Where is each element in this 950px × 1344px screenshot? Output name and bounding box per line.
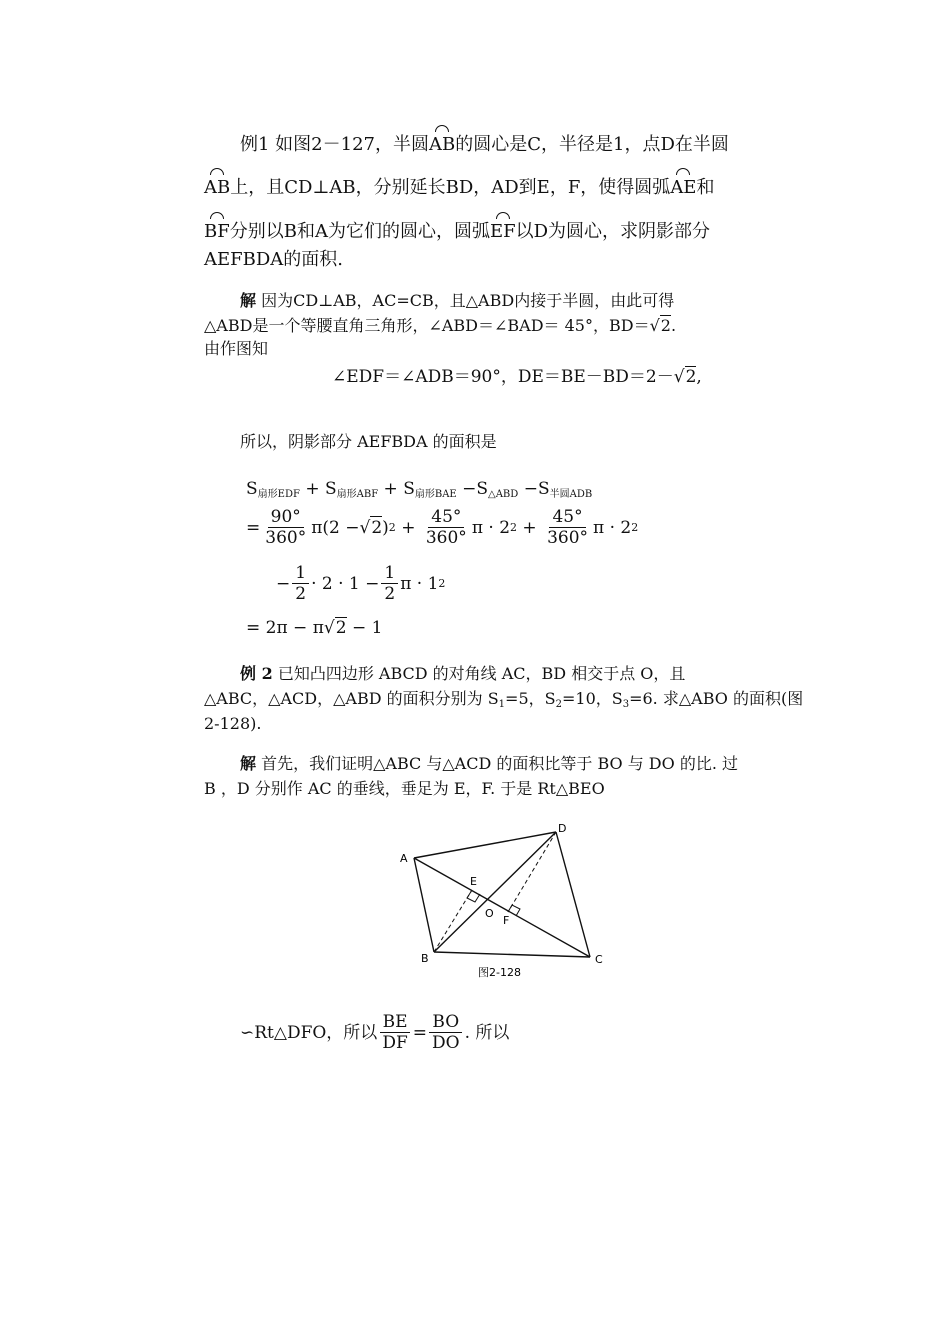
sol1-text: 因为CD⊥AB，AC=CB，且△ABD内接于半圆，由此可得	[261, 291, 675, 310]
ex2-text: =10，S	[561, 689, 623, 708]
ex1-text: 上，且CD⊥AB，分别延长BD，AD到E，F，使得圆弧	[230, 177, 671, 198]
sol2-line-1	[240, 754, 738, 774]
edge-cb	[434, 952, 590, 957]
fraction	[379, 1012, 410, 1053]
denominator: 2	[384, 584, 396, 604]
edge-ad	[414, 832, 556, 858]
sol2-line-2: B ，D 分别作 AC 的垂线，垂足为 E，F. 于是 Rt△BEO	[204, 779, 605, 798]
arc-ab-label: AB	[428, 134, 456, 155]
sqrt-value: 2	[685, 367, 697, 387]
subscript: 3	[622, 699, 630, 710]
formula-subscript: 扇形ABF	[336, 489, 379, 500]
formula-term: −S	[456, 479, 489, 499]
label-d: D	[558, 822, 567, 835]
diagonal-bd	[434, 832, 556, 952]
sqrt-value: 2	[335, 618, 347, 638]
denominator: DF	[382, 1033, 408, 1053]
ex2-text: =5，S	[505, 689, 556, 708]
formula-superscript: 2	[438, 576, 446, 590]
ex1-text: 例1 如图2－127，半圆	[240, 134, 429, 155]
denominator: DO	[432, 1033, 460, 1053]
ex1-line-4: AEFBDA的面积.	[204, 249, 344, 270]
final-eq: =	[412, 1022, 427, 1043]
sol1-equation: ∠EDF＝∠ADB＝90°，DE＝BE－BD＝2－√2,	[332, 367, 702, 387]
quadrilateral-figure	[390, 820, 620, 980]
formula-term: + S	[378, 479, 415, 499]
ex2-text: 已知凸四边形 ABCD 的对角线 AC，BD 相交于点 O，且	[277, 664, 686, 683]
ex1-text: 以D为圆心，求阴影部分	[515, 221, 711, 242]
formula-eq: =	[246, 517, 261, 538]
numerator: BO	[429, 1012, 462, 1033]
formula-line-4: = 2π − π√2 − 1	[246, 618, 383, 638]
final-text: ∽Rt△DFO，所以	[240, 1022, 378, 1043]
formula-term: = 2π − π	[246, 618, 324, 638]
formula-term: S	[246, 479, 258, 499]
sol2-text: 首先，我们证明△ABC 与△ACD 的面积比等于 BO 与 DO 的比. 过	[261, 754, 739, 773]
subscript: 1	[498, 699, 506, 710]
fraction	[544, 507, 591, 548]
numerator: 90°	[268, 507, 304, 528]
formula-superscript: 2	[510, 520, 518, 534]
arc-ef-label: EF	[489, 221, 516, 242]
ex1-line-2	[204, 177, 714, 199]
arc-ae-label: AE	[670, 177, 697, 198]
denominator: 360°	[547, 528, 589, 548]
edge-ba	[414, 858, 434, 952]
formula-term: +	[517, 517, 543, 538]
arc-bf-label: BF	[204, 221, 230, 242]
formula-subscript: △ABD	[488, 489, 519, 500]
ex2-text: =6. 求△ABO 的面积(图	[629, 689, 804, 708]
fraction	[292, 563, 309, 604]
formula-term: −S	[518, 479, 550, 499]
ex1-line-3	[204, 221, 710, 243]
sqrt-value: 2	[371, 518, 383, 538]
formula-term: π · 2	[593, 517, 632, 538]
sqrt-value: 2	[660, 316, 671, 335]
formula-subscript: 扇形EDF	[257, 489, 300, 500]
sol1-line-1	[240, 291, 674, 311]
formula-term: · 2 · 1 −	[311, 573, 380, 594]
fraction	[429, 1012, 463, 1053]
edge-dc	[556, 832, 590, 957]
ex1-text: 分别以B和A为它们的圆心，圆弧	[229, 221, 490, 242]
final-text: . 所以	[464, 1022, 510, 1043]
denominator: 360°	[425, 528, 467, 548]
label-o: O	[485, 907, 494, 920]
formula-subscript: 扇形BAE	[414, 489, 457, 500]
formula-term: +	[395, 517, 421, 538]
numerator: 1	[381, 563, 398, 584]
formula-line-2: = $\frac{90^\circ}{360^\circ}$ π(2 − √ 2 ) 2 + $\frac{45^\circ}{360^\circ}$ π · 2 2 + $\frac{45^\circ}{360^\circ}$ π · 2 2	[246, 507, 639, 548]
formula-term: π · 1	[400, 573, 439, 594]
sol1-text: .	[670, 316, 677, 335]
formula-term: )	[382, 517, 389, 538]
formula-term: − 1	[346, 618, 383, 638]
formula-line-3	[276, 563, 445, 604]
numerator: BE	[380, 1012, 411, 1033]
sol1-line-3: 由作图知	[204, 339, 269, 358]
ex2-line-1	[240, 664, 685, 684]
arc-ab-label: AB	[204, 177, 231, 198]
formula-term: −	[276, 573, 291, 594]
diagonal-ac	[414, 858, 590, 957]
solution-label: 解	[240, 291, 257, 310]
numerator: 1	[292, 563, 309, 584]
label-a: A	[400, 852, 408, 865]
ex1-line-1	[240, 134, 729, 156]
equation-text: ,	[696, 367, 702, 387]
numerator: 45°	[428, 507, 464, 528]
formula-superscript: 2	[388, 520, 396, 534]
numerator: 45°	[549, 507, 585, 528]
example-label: 例 2	[240, 664, 273, 683]
final-line	[240, 1012, 509, 1053]
formula-line-1	[246, 478, 592, 506]
ex1-text: 和	[696, 177, 715, 198]
formula-subscript: 半圆ADB	[549, 489, 593, 500]
denominator: 360°	[265, 528, 307, 548]
label-e: E	[470, 875, 477, 888]
label-b: B	[421, 952, 429, 965]
subscript: 2	[555, 699, 562, 710]
ex2-line-2	[204, 689, 803, 715]
formula-term: π · 2	[471, 517, 511, 538]
sol1-text: △ABD是一个等腰直角三角形，∠ABD＝∠BAD＝ 45°，BD＝	[204, 316, 650, 335]
area-intro: 所以，阴影部分 AEFBDA 的面积是	[240, 432, 497, 451]
ex2-line-3: 2-128).	[204, 714, 262, 733]
ex1-text: 的圆心是C，半径是1，点D在半圆	[455, 134, 729, 155]
sol1-line-2: △ABD是一个等腰直角三角形，∠ABD＝∠BAD＝ 45°，BD＝√2.	[204, 316, 677, 335]
label-f: F	[503, 914, 510, 927]
fraction	[423, 507, 470, 548]
denominator: 2	[295, 584, 307, 604]
solution-label: 解	[240, 754, 257, 773]
formula-superscript: 2	[631, 520, 639, 534]
fraction	[381, 563, 398, 604]
fraction	[262, 507, 309, 548]
formula-term: π(2 −	[311, 517, 360, 538]
equation-text: ∠EDF＝∠ADB＝90°，DE＝BE－BD＝2－	[332, 367, 674, 387]
formula-term: + S	[299, 479, 337, 499]
label-c: C	[595, 953, 603, 966]
ex2-text: △ABC，△ACD，△ABD 的面积分别为 S	[204, 689, 499, 708]
figure-caption: 图2-128	[478, 966, 521, 979]
